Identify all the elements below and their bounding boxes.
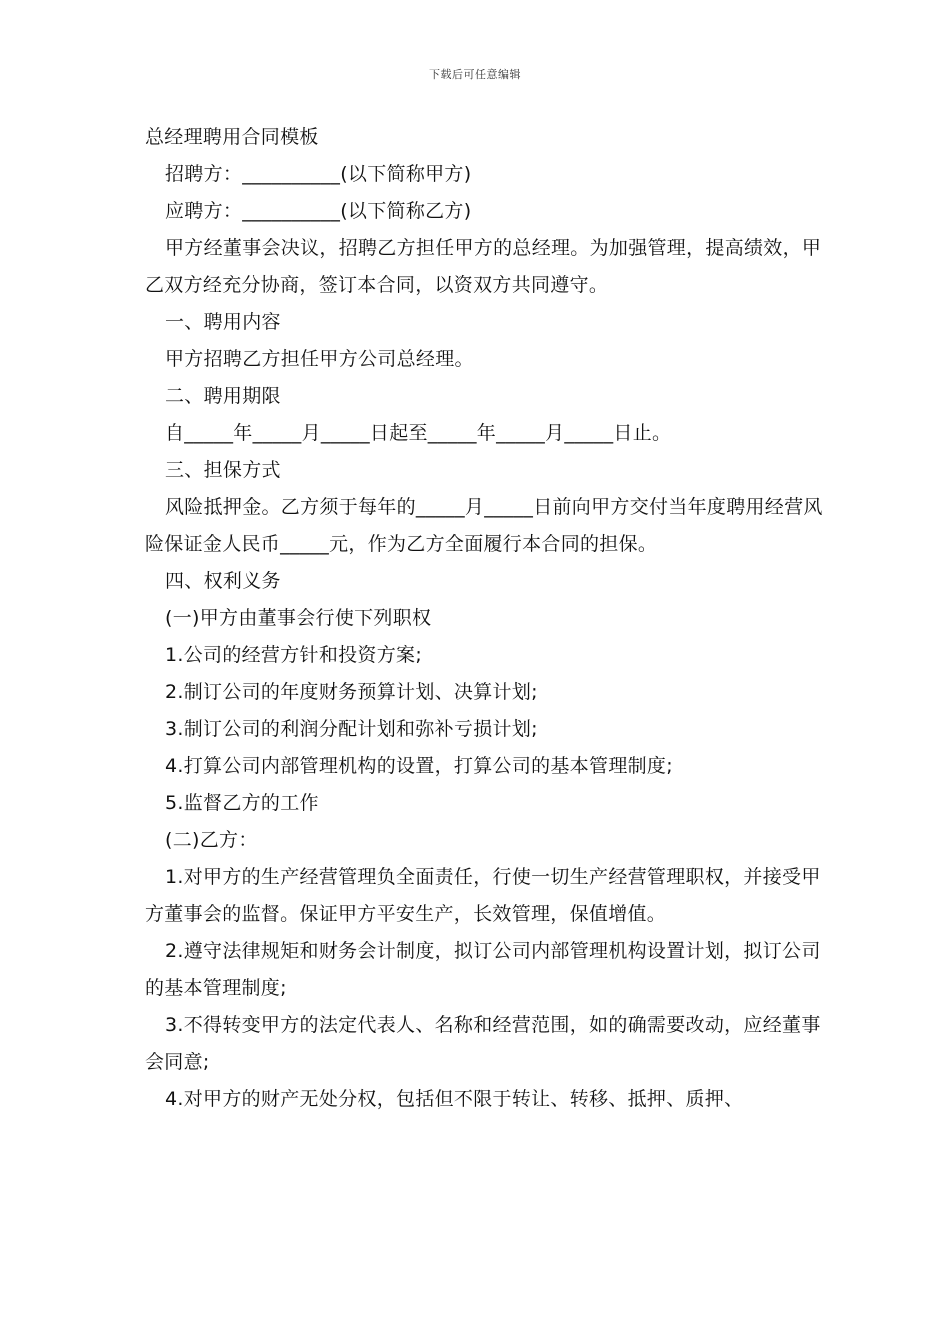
term-line: 自_____年_____月_____日起至_____年_____月_____日止。	[165, 422, 672, 444]
paragraph: 甲方招聘乙方担任甲方公司总经理。	[165, 348, 474, 370]
subsection-heading: (二)乙方：	[165, 829, 258, 851]
header-watermark: 下载后可任意编辑	[429, 68, 521, 81]
document-title: 总经理聘用合同模板	[145, 126, 319, 148]
section-heading-3: 三、担保方式	[165, 459, 281, 481]
list-item: 4.对甲方的财产无处分权，包括但不限于转让、转移、抵押、质押、	[165, 1088, 744, 1110]
intro-paragraph: 甲方经董事会决议，招聘乙方担任甲方的总经理。为加强管理，提高绩效，甲乙双方经充分协商，签订本合同，以资双方共同遵守。	[145, 237, 822, 296]
guarantee-paragraph: 风险抵押金。乙方须于每年的_____月_____日前向甲方交付当年度聘用经营风险保证金人民币_____元，作为乙方全面履行本合同的担保。	[145, 496, 823, 555]
subsection-heading: (一)甲方由董事会行使下列职权	[165, 607, 432, 629]
document-body	[145, 119, 825, 1118]
list-item: 3.制订公司的利润分配计划和弥补亏损计划;	[165, 718, 538, 740]
section-heading-1: 一、聘用内容	[165, 311, 281, 333]
list-item: 2.遵守法律规矩和财务会计制度，拟订公司内部管理机构设置计划，拟订公司的基本管理制度;	[145, 940, 821, 999]
list-item: 3.不得转变甲方的法定代表人、名称和经营范围，如的确需要改动，应经董事会同意;	[145, 1014, 821, 1073]
section-heading-2: 二、聘用期限	[165, 385, 281, 407]
list-item: 1.公司的经营方针和投资方案;	[165, 644, 423, 666]
list-item: 5.监督乙方的工作	[165, 792, 319, 814]
employer-line: 招聘方：__________(以下简称甲方)	[165, 163, 472, 185]
list-item: 2.制订公司的年度财务预算计划、决算计划;	[165, 681, 538, 703]
list-item: 1.对甲方的生产经营管理负全面责任，行使一切生产经营管理职权，并接受甲方董事会的监督。保证甲方平安生产，长效管理，保值增值。	[145, 866, 821, 925]
list-item: 4.打算公司内部管理机构的设置，打算公司的基本管理制度;	[165, 755, 673, 777]
employee-line: 应聘方：__________(以下简称乙方)	[165, 200, 472, 222]
section-heading-4: 四、权利义务	[165, 570, 281, 592]
